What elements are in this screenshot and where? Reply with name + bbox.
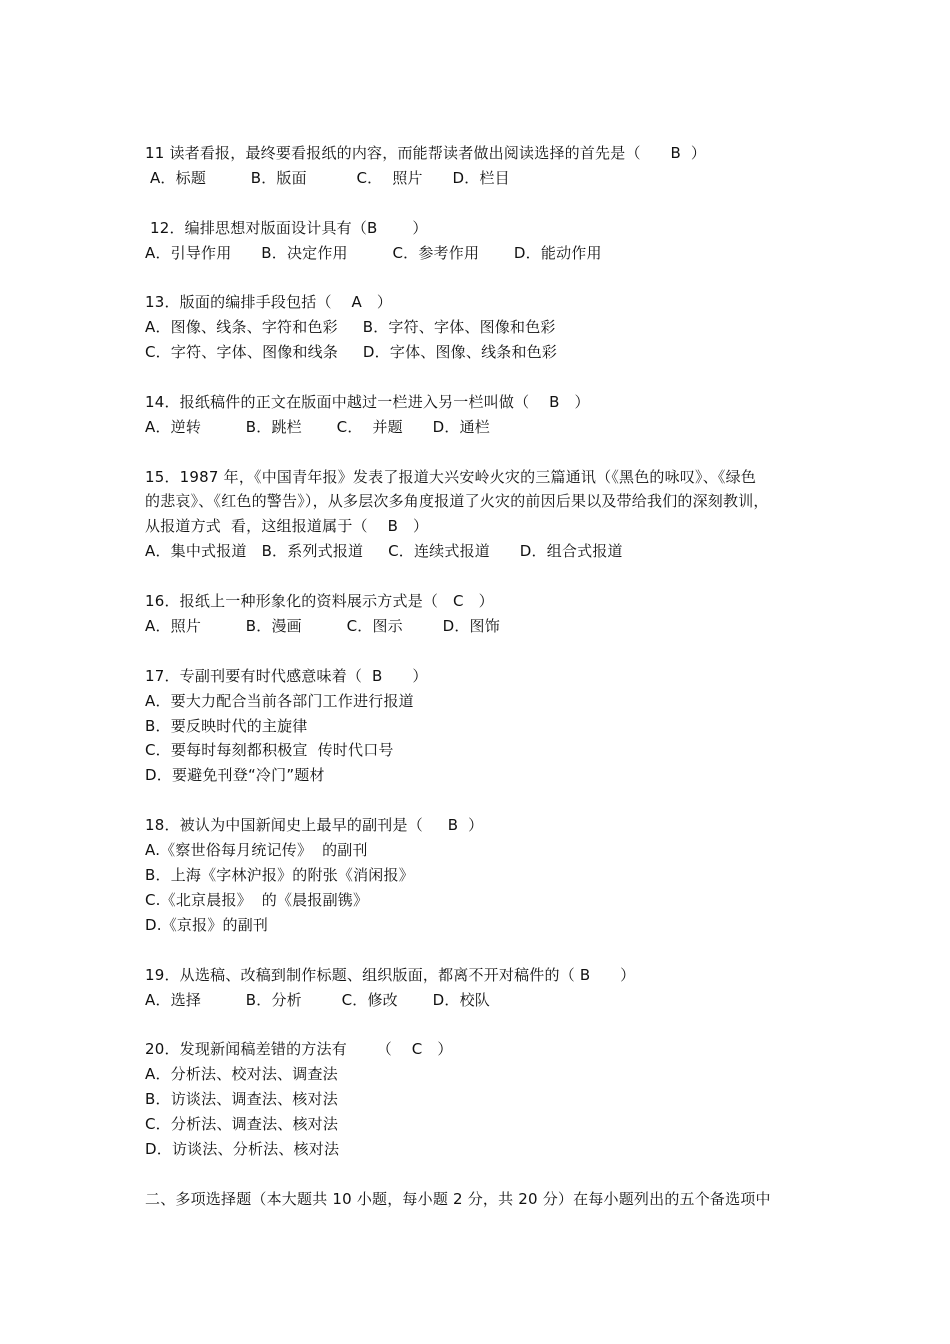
question-16-options: A．照片 B．漫画 C．图示 D．图饰 (145, 617, 500, 635)
section-heading: 二、多项选择题（本大题共 10 小题，每小题 2 分，共 20 分）在每小题列出的五个备选项中 (145, 1190, 771, 1208)
question-12-stem: 12．编排思想对版面设计具有（B ） (145, 219, 428, 237)
question-20-option-b: B．访谈法、调查法、核对法 (145, 1090, 338, 1108)
question-11-stem: 11 读者看报，最终要看报纸的内容，而能帮读者做出阅读选择的首先是（ B ） (145, 144, 707, 162)
question-14-options: A．逆转 B．跳栏 C． 并题 D．通栏 (145, 418, 491, 436)
question-13-options-2: C．字符、字体、图像和线条 D．字体、图像、线条和色彩 (145, 343, 558, 361)
question-20-stem: 20．发现新闻稿差错的方法有 （ C ） (145, 1040, 453, 1058)
question-17-stem: 17．专副刊要有时代感意味着（ B ） (145, 667, 428, 685)
question-14-stem: 14．报纸稿件的正文在版面中越过一栏进入另一栏叫做（ B ） (145, 393, 590, 411)
question-15-stem-3: 从报道方式 看，这组报道属于（ B ） (145, 517, 429, 535)
question-17-option-b: B．要反映时代的主旋律 (145, 717, 308, 735)
question-16-stem: 16．报纸上一种形象化的资料展示方式是（ C ） (145, 592, 494, 610)
question-18-option-c: C.《北京晨报》 的《晨报副镌》 (145, 891, 369, 909)
question-13-options-1: A．图像、线条、字符和色彩 B．字符、字体、图像和色彩 (145, 318, 556, 336)
question-15-stem-2: 的悲哀》、《红色的警告》），从多层次多角度报道了火灾的前因后果以及带给我们的深刻教训， (145, 492, 769, 510)
question-11-options: A．标题 B．版面 C． 照片 D．栏目 (145, 169, 510, 187)
question-12-options: A．引导作用 B．决定作用 C．参考作用 D．能动作用 (145, 244, 602, 262)
question-20-option-a: A．分析法、校对法、调查法 (145, 1065, 338, 1083)
question-18-option-b: B．上海《字林沪报》的附张《消闲报》 (145, 866, 414, 884)
question-15-options: A．集中式报道 B．系列式报道 C．连续式报道 D．组合式报道 (145, 542, 623, 560)
question-17-option-a: A．要大力配合当前各部门工作进行报道 (145, 692, 414, 710)
question-18-option-a: A.《察世俗每月统记传》 的副刊 (145, 841, 368, 859)
question-18-stem: 18．被认为中国新闻史上最早的副刊是（ B ） (145, 816, 484, 834)
question-20-option-d: D．访谈法、分析法、核对法 (145, 1140, 340, 1158)
question-18-option-d: D.《京报》的副刊 (145, 916, 269, 934)
question-17-option-d: D．要避免刊登“冷门”题材 (145, 766, 325, 784)
question-19-options: A．选择 B．分析 C．修改 D．校队 (145, 991, 491, 1009)
question-17-option-c: C．要每时每刻都积极宣 传时代口号 (145, 741, 394, 759)
question-15-stem-1: 15．1987 年，《中国青年报》发表了报道大兴安岭火灾的三篇通讯（《黑色的咏叹》、《绿色 (145, 468, 757, 486)
question-13-stem: 13．版面的编排手段包括（ A ） (145, 293, 393, 311)
question-19-stem: 19．从选稿、改稿到制作标题、组织版面，都离不开对稿件的（ B ） (145, 966, 636, 984)
question-20-option-c: C．分析法、调查法、核对法 (145, 1115, 339, 1133)
